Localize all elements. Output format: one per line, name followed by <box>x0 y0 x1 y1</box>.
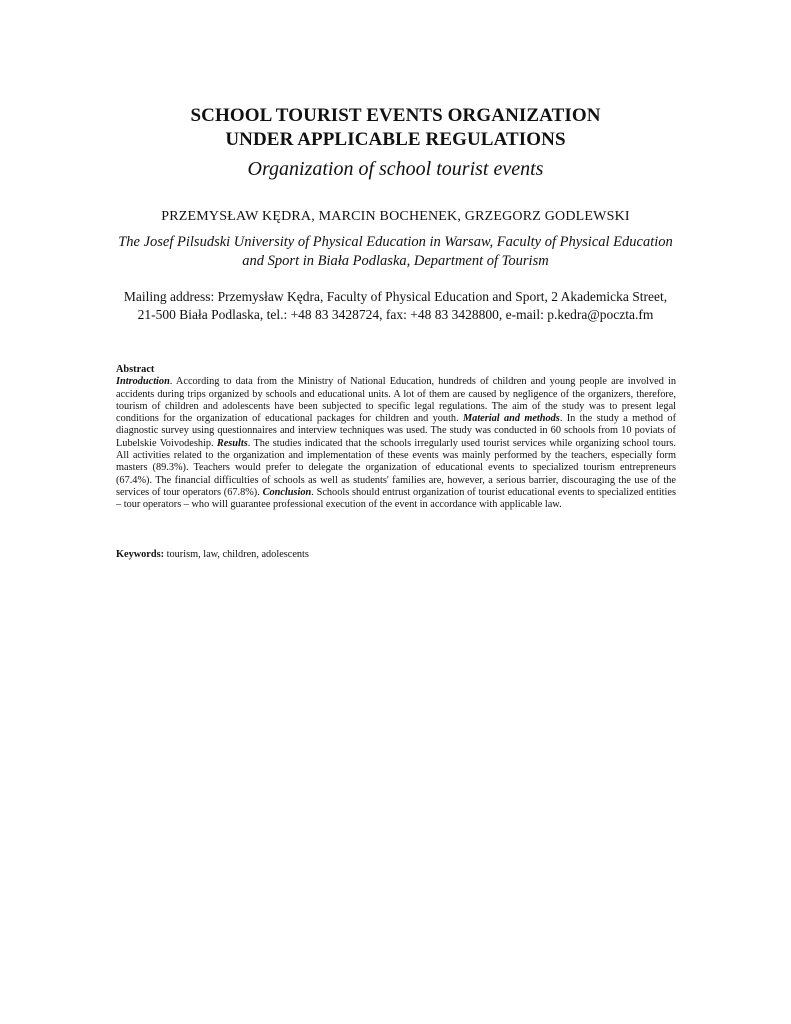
mailing-line-1: Mailing address: Przemysław Kędra, Faculty of Physical Education and Sport, 2 Akademicka Street, <box>123 289 668 304</box>
affiliation-line-2: and Sport in Biała Podlaska, Department of Tourism <box>242 253 549 269</box>
intro-text: . According to data from the Ministry of National Education, hundreds of children and young people are involved in accidents during trips organized by schools and educational units. A lot of them are caused by negligence of the organizers, therefore, tourism of children and adolescents have been subjected to specific legal regulations. The aim of the study was to present legal conditions for the organization of educational packages for children and youth. <box>116 376 676 425</box>
keywords-section <box>116 549 676 561</box>
abstract-heading: Abstract <box>116 364 155 375</box>
affiliation-line-1: The Josef Pilsudski University of Physical Education in Warsaw, Faculty of Physical Education <box>118 234 673 250</box>
title-line-2: UNDER APPLICABLE REGULATIONS <box>225 129 566 150</box>
mailing-address <box>85 288 706 324</box>
keywords-text: tourism, law, children, adolescents <box>164 549 309 560</box>
mailing-line-2: 21-500 Biała Podlaska, tel.: +48 83 3428724, fax: +48 83 3428800, e-mail: p.kedra@poczta.fm <box>137 307 654 322</box>
abstract-section <box>116 364 676 512</box>
intro-label: Introduction <box>116 376 170 388</box>
methods-text: . In the study a method of diagnostic survey using questionnaires and interview techniques was used. The study was conducted in 60 schools from 10 poviats of Lubelskie Voivodeship. <box>116 413 676 449</box>
affiliation <box>85 233 706 271</box>
conclusion-label: Conclusion <box>262 486 312 498</box>
title-line-1: SCHOOL TOURIST EVENTS ORGANIZATION <box>190 105 601 126</box>
results-label: Results <box>216 437 248 449</box>
methods-label: Material and methods <box>463 413 560 425</box>
author-list: PRZEMYSŁAW KĘDRA, MARCIN BOCHENEK, GRZEGORZ GODLEWSKI <box>161 209 630 224</box>
results-text: . The studies indicated that the schools irregularly used tourist services while organizing school tours. All activities related to the organization and implementation of these events was mainly performed by the teachers, especially form masters (89.3%). Teachers would prefer to delegate the organization of educational events to specialized tourism entrepreneurs (67.4%). The financial difficulties of schools as well as students' families are, however, a serious barrier, discouraging the use of the services of tour operators (67.8%). <box>116 437 676 498</box>
paper-subtitle: Organization of school tourist events <box>247 158 544 180</box>
conclusion-text: . Schools should entrust organization of tourist educational events to specialized entities – tour operators – who will guarantee professional execution of the event in accordance with applicable law. <box>116 486 676 511</box>
keywords-label: Keywords: <box>116 549 165 560</box>
paper-title <box>0 104 791 152</box>
